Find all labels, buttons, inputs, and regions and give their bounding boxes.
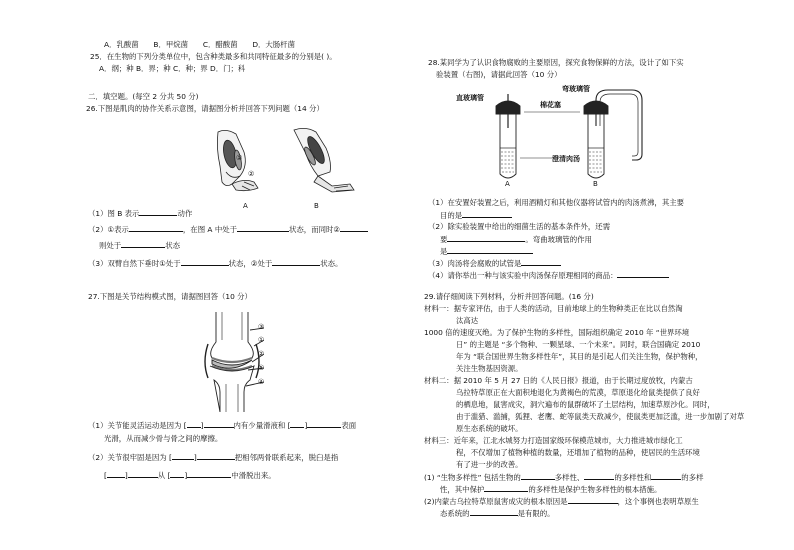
material-1-line-a: 材料一：据专家评估，由于人类的活动，目前地球上的生物种类正在比以自然淘 (424, 304, 683, 313)
material-1-line-e: 年为 “联合国世界生物多样性年”，其目的是引起人们关注生物，保护物种， (456, 352, 703, 361)
q27-1-text-d: ] (304, 421, 308, 430)
q27-4-blank-2[interactable] (128, 470, 158, 478)
q28-2-blank[interactable] (462, 210, 512, 218)
muscle-label-1: ① (236, 154, 243, 162)
muscle-coordination-figure (214, 126, 360, 204)
q27-3-text-b: ] (193, 453, 197, 462)
q27-1-blank-4[interactable] (307, 420, 341, 428)
material-1-line-b: 汰高达 (456, 316, 479, 325)
q29-2-text-a: 性，其中保护 (440, 485, 485, 494)
q26-2-blank-1[interactable] (129, 224, 183, 232)
q29-line-3 (424, 496, 699, 506)
q26-4-blank-1[interactable] (181, 258, 229, 266)
q28-stem-line-2: 验装置（右图)，请据此回答（10 分） (436, 70, 562, 79)
q27-1-text-b: ] (200, 421, 204, 430)
q29-line-1 (424, 472, 703, 482)
q28-line-3: （2）除实验装置中给出的细菌生活的基本条件外，还需 (428, 222, 611, 231)
q28-7-text: （4）请你举出一种与该实验中肉汤保存原理相同的商品： (428, 271, 618, 280)
muscle-figure-label-a: A (243, 202, 248, 210)
q29-1-blank-3[interactable] (651, 472, 681, 480)
muscle-figure-label-b: B (314, 202, 319, 210)
material-3-line-a: 材料三：近年来，江北水城努力打造国家级环保模范城市，大力推进城市绿化工 (424, 436, 683, 445)
q27-1-text-c: 内有少量滑液和 [ (233, 421, 291, 430)
q29-3-text-a: (2)内蒙古乌拉特草原鼠害成灾的根本原因是 (424, 497, 568, 506)
q27-4-blank-4[interactable] (187, 470, 231, 478)
q27-3-blank-1[interactable] (172, 452, 194, 460)
q25-options: A．纲；种 B．界；种 C．种；界 D．门；科 (99, 64, 246, 73)
q29-4-text-a: 态系统的 (440, 509, 470, 518)
q29-stem: 29.请仔细阅读下列材料，分析并回答问题。(16 分) (424, 292, 594, 301)
arm-figure-b (294, 128, 354, 192)
q28-stem-line-1: 28.某同学为了认识食物腐败的主要原因，探究食物保鲜的方法，设计了如下实 (428, 58, 684, 67)
q27-1-text-e: 表面 (341, 421, 357, 430)
q26-line-3 (99, 240, 180, 250)
label-clear-broth: 澄清肉汤 (552, 155, 580, 163)
q24-options: A．乳酸菌 B．甲烷菌 C．醋酸菌 D．大肠杆菌 (104, 40, 295, 49)
test-tube-apparatus-figure (484, 88, 664, 186)
q26-4-text-a: （3）双臂自然下垂时①处于 (88, 259, 181, 268)
q28-line-7 (428, 270, 669, 280)
q28-line-2 (440, 210, 512, 220)
q27-1-blank-3[interactable] (290, 420, 304, 428)
material-1-line-f: 关注生物基因资源。 (456, 364, 523, 373)
q26-4-text-b: 状态，②处于 (228, 259, 273, 268)
q29-3-blank[interactable] (568, 496, 618, 504)
q26-1-text-a: （1）图 B 表示 (88, 209, 140, 218)
q27-4-text-e: 中滑脱出来。 (231, 471, 276, 480)
joint-label-5: ⑤ (258, 364, 265, 372)
q28-4-text-b: 。弯曲玻璃管的作用 (525, 235, 592, 244)
q29-1-text-b: 多样性、 (554, 473, 585, 482)
material-2-line-b: 乌拉特草原正在大面积地退化为黄褐色的荒漠，草原退化给鼠类提供了良好 (456, 388, 700, 397)
q26-3-text-a: 则处于 (99, 241, 122, 250)
q27-4-blank-3[interactable] (170, 470, 184, 478)
q27-4-text-c: 从 [ (157, 471, 171, 480)
q26-line-1 (88, 208, 192, 218)
q29-3-text-b: ，这个事例也表明草原生 (617, 497, 699, 506)
material-2-line-a: 材料二：据 2010 年 5 月 27 日的《人民日报》报道，由于长期过度放牧，内蒙古 (424, 376, 693, 385)
q29-4-text-b: 是有限的。 (517, 509, 555, 518)
q26-4-blank-2[interactable] (272, 258, 320, 266)
q27-4-text-d: ] (184, 471, 188, 480)
q29-line-2 (440, 484, 661, 494)
q29-2-blank[interactable] (484, 484, 528, 492)
material-3-line-b: 程，不仅增加了植物种植的数量，还增加了植物的品种，使居民的生活环境 (456, 448, 700, 457)
q27-line-1 (88, 420, 356, 430)
q28-line-4 (440, 234, 592, 244)
q28-6-text: （3）肉汤将会腐败的试管是 (428, 259, 522, 268)
tube-label-b: B (593, 180, 598, 188)
label-straight-tube: 直玻璃管 (456, 94, 484, 102)
q25-stem: 25．在生物的下列分类单位中，包含种类最多和共同特征最多的分别是( )。 (90, 52, 337, 61)
q28-6-blank[interactable] (521, 258, 561, 266)
q28-2-text: 目的是 (440, 211, 463, 220)
q29-1-text-c: 的多样性和 (614, 473, 652, 482)
q29-2-text-b: 的多样性是保护生物多样性的根本措施。 (528, 485, 662, 494)
q26-3-blank[interactable] (121, 240, 165, 248)
q28-7-blank[interactable] (617, 270, 669, 278)
q28-4-blank[interactable] (447, 234, 525, 242)
q27-3-text-a: （2）关节很牢固是因为 [ (88, 453, 172, 462)
joint-label-1: ① (258, 336, 265, 344)
q26-4-text-c: 状态。 (320, 259, 343, 268)
q27-line-3 (88, 452, 338, 462)
tube-label-a: A (505, 180, 510, 188)
q26-1-text-b: 动作 (177, 209, 193, 218)
material-2-line-e: 原生态系统的破坏。 (456, 424, 523, 433)
q28-5-text: 是 (440, 247, 448, 256)
q26-3-text-b: 状态 (165, 241, 180, 250)
q26-2-text-c: 状态，而同时② (289, 225, 340, 234)
q27-line-4 (104, 470, 276, 480)
q28-line-6 (428, 258, 561, 268)
q27-1-blank-2[interactable] (204, 420, 234, 428)
q27-4-text-a: [ (104, 471, 107, 480)
joint-label-3: ③ (258, 323, 265, 331)
q29-line-4 (440, 508, 555, 518)
q27-3-text-c: 把相邻两骨联系起来，脱臼是指 (234, 453, 339, 462)
q27-1-text-a: （1）关节能灵活运动是因为 [ (88, 421, 187, 430)
joint-structure-figure (202, 312, 264, 412)
q27-4-blank-1[interactable] (107, 470, 125, 478)
q29-1-blank-2[interactable] (584, 472, 614, 480)
q27-3-blank-2[interactable] (197, 452, 235, 460)
material-3-line-c: 有了进一步的改善。 (456, 460, 523, 469)
label-cotton-plug: 棉花塞 (540, 101, 561, 109)
material-2-line-d: 由于滥猎、滥捕，狐狸、老鹰、蛇等鼠类天敌减少，使鼠类更加泛滥，进一步加剧了对草 (456, 412, 745, 421)
q26-stem: 26.下图是肌肉的协作关系示意图，请据图分析并回答下列问题（14 分） (86, 104, 324, 113)
material-1-line-d: 日” 的主题是 “多个物种、一颗星球、一个未来”。同时，联合国确定 2010 (456, 340, 701, 349)
q28-4-text-a: 要 (440, 235, 448, 244)
q26-2-blank-3[interactable] (340, 224, 368, 232)
muscle-label-2: ② (248, 170, 255, 178)
q27-4-text-b: ] (124, 471, 128, 480)
q26-line-4 (88, 258, 342, 268)
material-2-line-c: 的栖息地，鼠害成灾，洞穴遍布的鼠群破坏了土层结构，加速草原沙化。同时， (456, 400, 715, 409)
q27-line-2: 光滑，从而减少骨与骨之间的摩擦。 (104, 434, 223, 443)
q29-4-blank[interactable] (470, 508, 518, 516)
label-bent-tube: 弯玻璃管 (562, 85, 590, 93)
q29-1-text-d: 的多样 (681, 473, 704, 482)
q26-2-text-b: ，在图 A 中处于 (182, 225, 238, 234)
q29-1-text-a: (1) “生物多样性” 包括生物的 (424, 473, 521, 482)
q28-line-1: （1）在安置好装置之后，利用酒精灯和其他仪器将试管内的肉汤煮沸，其主要 (428, 198, 684, 207)
q26-2-blank-2[interactable] (237, 224, 289, 232)
q28-5-blank[interactable] (447, 246, 533, 254)
q26-line-2 (88, 224, 368, 234)
section-2-title: 二．填空题。(每空 2 分共 50 分) (88, 92, 199, 101)
q27-stem: 27.下图是关节结构模式图，请据图回答（10 分） (88, 292, 252, 301)
q28-line-5 (440, 246, 533, 256)
joint-label-4: ④ (258, 378, 265, 386)
q26-1-blank[interactable] (139, 208, 177, 216)
joint-label-2: ② (258, 350, 265, 358)
q27-1-blank-1[interactable] (187, 420, 201, 428)
material-1-line-c: 1000 倍的速度灭绝。为了保护生物的多样性，国际组织确定 2010 年 “世界环境 (424, 328, 690, 337)
q29-1-blank-1[interactable] (521, 472, 555, 480)
q26-2-text-a: （2）①表示 (88, 225, 129, 234)
